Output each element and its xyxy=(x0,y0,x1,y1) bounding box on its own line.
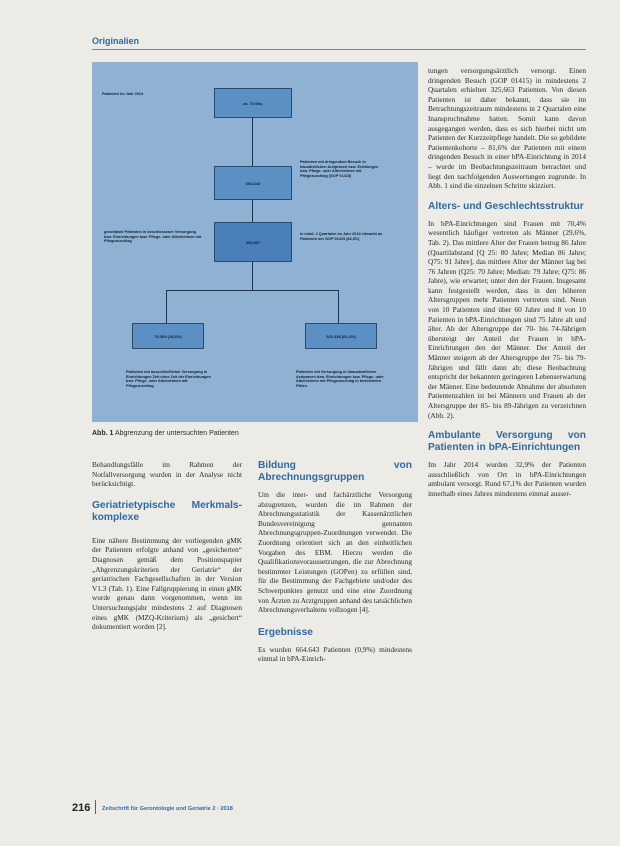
top-rule xyxy=(92,49,586,50)
fig-connector xyxy=(252,200,253,222)
figure-caption xyxy=(92,430,239,437)
fig-note-center-left: geschätzte Patienten in beschlossener Versorgung bzw. Einrichtungen bzw. Pflege- oder Altenheimen mit Pflegezuschlag xyxy=(104,230,202,244)
fig-connector xyxy=(338,290,339,323)
column-3 xyxy=(428,66,586,499)
flowchart-figure xyxy=(92,62,418,422)
col3-heading: Ambulante Versorgung von Patienten in bPA-Einrichtungen xyxy=(428,430,586,454)
col1-paragraph: Eine nähere Bestimmung der vorliegenden gMK der Patienten erfolgte anhand von „gesicherten“ Diagnosen gemäß dem Positionspapier „Abgrenzungskriterien der Geriatrie“ der geriatrischen Fachgesellschaften in der Version V1.3 (Tab. 1). Eine Fallgruppierung in einen gMK wurde genau dann vorgenommen, wenn im Untersuchungsjahr mindestens 2 auf Diagnosen eines gMK (MZQ-Kriterium) als „gesichert“ dokumentiert worden [2]. xyxy=(92,535,242,632)
col1-paragraph: Behandlungsfälle im Rahmen der Notfallversorgung wurden in der Analyse nicht berücksichtigt. xyxy=(92,460,242,489)
col2-heading: Bildung von Abrechnungsgruppen xyxy=(258,460,412,483)
col1-heading: Geriatrietypische Merkmals-komplexe xyxy=(92,499,242,523)
col2-heading-results: Ergebnisse xyxy=(258,626,313,638)
fig-connector xyxy=(166,290,338,291)
col3-paragraph: tungen versorgungsärztlich versorgt. Einen dringenden Besuch (GOP 01415) in mindestens 2 Quartalen erhielten 325,663 Patienten. Von diesen Patienten ist daher bekannt, dass sie im Betrachtungszeitraum mindestens in 2 Quartalen eine Inanspruchnahme hatten. Somit kann davon ausgegangen werden, dass es sich hierbei nicht um Patienten der Kurzzeitpflege handelt. Die so gebildete Patientenkohorte – 81,6% der Patienten mit einem dringenden Besuch in einer bPA-Einrichtung in 2014 – wurde im Beobachtungszeitraum betrachtet und liegt den nachfolgenden Auswertungen zugrunde. In Abb. 1 sind die einzelnen Schritte skizziert. xyxy=(428,66,586,191)
column-1 xyxy=(92,460,242,632)
fig-box-right: 320.438 (81,4%) xyxy=(305,323,377,349)
fig-note-mid-right: Patienten mit dringendem Besuch in hausärztlichen Arztpraxen bzw. Erteilungen bzw. Pflege- oder Altenheimen mit Pflegezuschlag (GOP 01415) xyxy=(300,160,379,179)
fig-note-right: Patienten mit Versorgung in bhausärztlichen Arztpraxen bzw. Einrichtungen bzw. Pflege- oder Altenheimen mit Pflegezuschlag in bestimmten Fällen xyxy=(296,370,384,389)
col2-paragraph: Es wurden 664.643 Patienten (0,9%) mindestens einmal in bPA-Einrich- xyxy=(258,644,412,664)
fig-box-center: 393.807 xyxy=(214,222,292,262)
page-number: 216 xyxy=(72,802,91,814)
section-tag: Originalien xyxy=(92,36,140,46)
col3-paragraph: Im Jahr 2014 wurden 32,9% der Patienten ausschließlich von Ort in bPA-Einrichtungen ambulant versorgt. Rund 67,1% der Patienten wurden innerhalb eines Jahres mindestens einmal ausser- xyxy=(428,460,586,498)
fig-connector xyxy=(166,290,167,323)
col3-heading: Alters- und Geschlechtsstruktur xyxy=(428,200,584,212)
fig-label-year: Patienten im Jahr 2014 xyxy=(102,92,144,96)
figure-caption-label: Abb. 1 xyxy=(92,430,114,437)
fig-note-left: Patienten mit ausschließlicher Versorgung in Einrichtungen Zeit ohne Zeit der Einrichtungen bzw. Pflege- oder Altenheimen mit Pflegezuschlag xyxy=(126,370,211,389)
journal-title: Zeitschrift für Gerontologie und Geriatrie 2 · 2018 xyxy=(102,806,233,812)
col3-paragraph: In bPA-Einrichtungen sind Frauen mit 70,4% wesentlich häufiger vertreten als Männer (29,6%, Tab. 2). Das mittlere Alter der Frauen betrug 86 Jahre (Quartilabstand [Q 25: 80 Jahre; Median 86 Jahre; Q75: 91 Jahre], das mittlere Alter der Männer lag bei 76 Jahren (Q25: 70 Jahre; Median: 79 Jahre; Q75: 86 Jahre), wie erwartet; unter den der Frauen. Insgesamt kann festgestellt werden, dass in den höheren Altersgruppen mehr Patienten vertreten sind. Neun von 10 Patienten sind über 60 Jahre und 8 von 10 Patienten in bPA-Einrichtungen sind 75 Jahre alt und älter. Ab der Altersgruppe der 70- bis 74-Jährigen übersteigt der Anteil der Frauen in bPA-Einrichtungen den der Männer. Der Anteil der Männer steigern ab der Altersgruppe der 75- bis 79-Jährigen und fällt dann ab; diese Beobachtung entspricht der bekannten geringeren Lebenserwartung der Männer. Eine bedeutende Abnahme der absoluten Patientenzahlen ist bei Männern und Frauen ab der Altersgruppe der 85- bis 89-Jährigen zu verzeichnen (Abb. 2). xyxy=(428,218,586,420)
footer-divider xyxy=(95,800,96,814)
fig-box-left: 73.369 (18,6%) xyxy=(132,323,204,349)
fig-box-top: ca. 70 Mio. xyxy=(214,88,292,118)
column-2 xyxy=(258,460,412,664)
fig-connector xyxy=(252,118,253,166)
fig-connector xyxy=(252,262,253,290)
figure-caption-text: Abgrenzung der untersuchten Patienten xyxy=(114,430,239,437)
col2-paragraph: Um die inter- und fachärztliche Versorgung abzugrenzen, wurden die im Rahmen der Abrechnungsstatistik der Kassenärztlichen Bundesvereinigung gennanten Abrechnungsgruppen-Zuordnungen verwendet. Die Zuordnung orientiert sich an den einheitlichen Vorgaben des EBM. Hierzu werden die Qualifikationsvoraussetzungen, die zur Abrechnung bestimmter Leistungen (GOPen) zu erfüllen sind, für die Bestimmung der Fachgebiete und/oder des Schwerpunktes genutzt und eine eine Zuordnung von Ärzten zu Arztgruppen anhand des tatsächlichen Abrechnungsverhaltens vollzogen [4]. xyxy=(258,490,412,615)
fig-box-mid: 664.643 xyxy=(214,166,292,200)
fig-note-center-right: in mind. 2 Quartalen im Jahr 2014 erbracht an Patienten der GOP 01415 (84,3%) xyxy=(300,232,383,241)
